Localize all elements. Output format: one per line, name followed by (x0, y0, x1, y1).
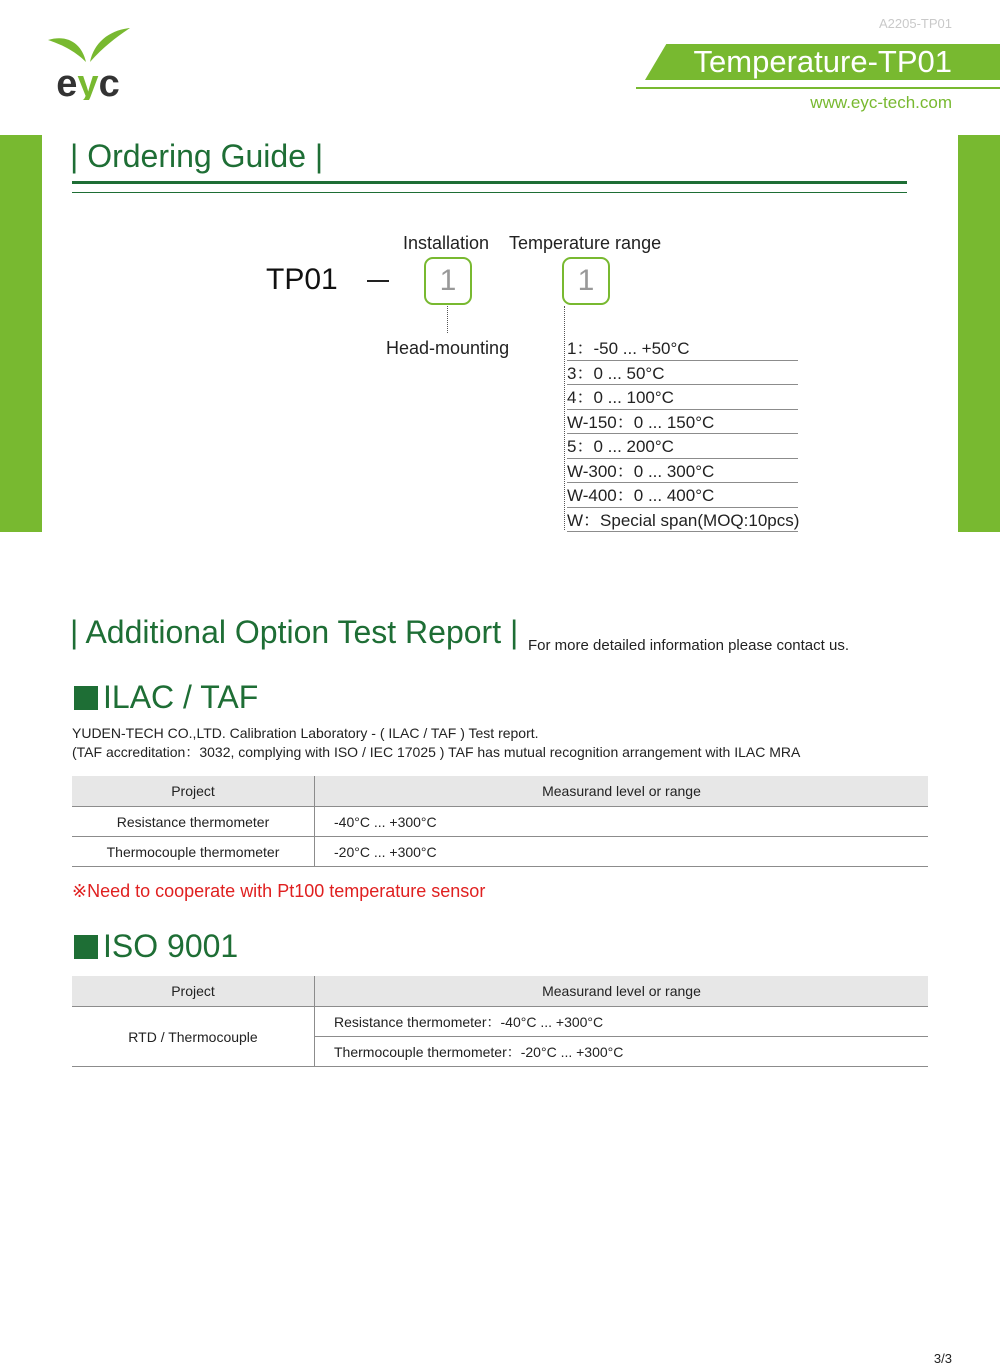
range-cell: -20°C ... +300°C (315, 837, 929, 867)
eyc-logo (46, 26, 130, 100)
ilac-taf-heading (74, 679, 258, 716)
column-header-project: Project (72, 976, 315, 1007)
right-side-bar (958, 135, 1000, 532)
heading-rule-thin (72, 192, 907, 193)
document-code: A2205-TP01 (879, 16, 952, 31)
svg-text:eyc: eyc (56, 63, 120, 100)
range-item: W-150：0 ... 150°C (567, 411, 798, 435)
column-header-range: Measurand level or range (315, 976, 929, 1007)
table-row (72, 837, 928, 867)
pt100-warning: ※Need to cooperate with Pt100 temperature sensor (72, 881, 486, 901)
square-bullet-icon (74, 935, 98, 959)
temperature-range-label: Temperature range (509, 233, 662, 253)
code-separator (367, 280, 389, 282)
project-cell: RTD / Thermocouple (72, 1007, 315, 1067)
range-item: W-400：0 ... 400°C (567, 484, 798, 508)
table-row (72, 1007, 928, 1037)
table-header-row (72, 776, 928, 807)
title-underline (636, 87, 1000, 89)
model-code: TP01 (266, 263, 338, 296)
range-item: W：Special span(MOQ:10pcs) (567, 509, 798, 533)
range-item: 3：0 ... 50°C (567, 362, 798, 386)
column-header-project: Project (72, 776, 315, 807)
iso-9001-title: ISO 9001 (103, 928, 239, 964)
iso-9001-heading (74, 928, 238, 965)
project-cell: Thermocouple thermometer (72, 837, 315, 867)
range-item: 1：-50 ... +50°C (567, 337, 798, 361)
temperature-connector (564, 306, 565, 530)
document-title: Temperature-TP01 (693, 44, 952, 79)
iso-table (72, 976, 928, 1067)
range-item: W-300：0 ... 300°C (567, 460, 798, 484)
page-number: 3/3 (933, 1351, 952, 1366)
contact-note: For more detailed information please contact us. (528, 637, 849, 654)
range-cell: Thermocouple thermometer：-20°C ... +300°C (315, 1037, 929, 1067)
range-cell: -40°C ... +300°C (315, 807, 929, 837)
range-item: 4：0 ... 100°C (567, 386, 798, 410)
installation-label: Installation (403, 233, 490, 253)
ilac-taf-title: ILAC / TAF (103, 679, 259, 715)
range-cell: Resistance thermometer：-40°C ... +300°C (315, 1007, 929, 1037)
installation-code-box: 1 (424, 257, 472, 305)
ilac-description-line2: (TAF accreditation：3032, complying with ISO / IEC 17025 ) TAF has mutual recognition arrangement with ILAC MRA (72, 744, 801, 760)
table-header-row (72, 976, 928, 1007)
additional-report-heading: | Additional Option Test Report | (70, 614, 519, 650)
website-link[interactable]: www.eyc-tech.com (810, 93, 952, 112)
project-cell: Resistance thermometer (72, 807, 315, 837)
ilac-table (72, 776, 928, 867)
ordering-guide-heading: | Ordering Guide | (70, 138, 324, 174)
heading-rule (72, 181, 907, 184)
installation-connector (447, 306, 448, 333)
ilac-description-line1: YUDEN-TECH CO.,LTD. Calibration Laboratory - ( ILAC / TAF ) Test report. (72, 725, 539, 741)
temperature-code-box: 1 (562, 257, 610, 305)
square-bullet-icon (74, 686, 98, 710)
column-header-range: Measurand level or range (315, 776, 929, 807)
installation-option: Head-mounting (386, 338, 510, 358)
range-item: 5：0 ... 200°C (567, 435, 798, 459)
temperature-range-list (567, 337, 798, 532)
table-row (72, 807, 928, 837)
left-side-bar (0, 135, 42, 532)
